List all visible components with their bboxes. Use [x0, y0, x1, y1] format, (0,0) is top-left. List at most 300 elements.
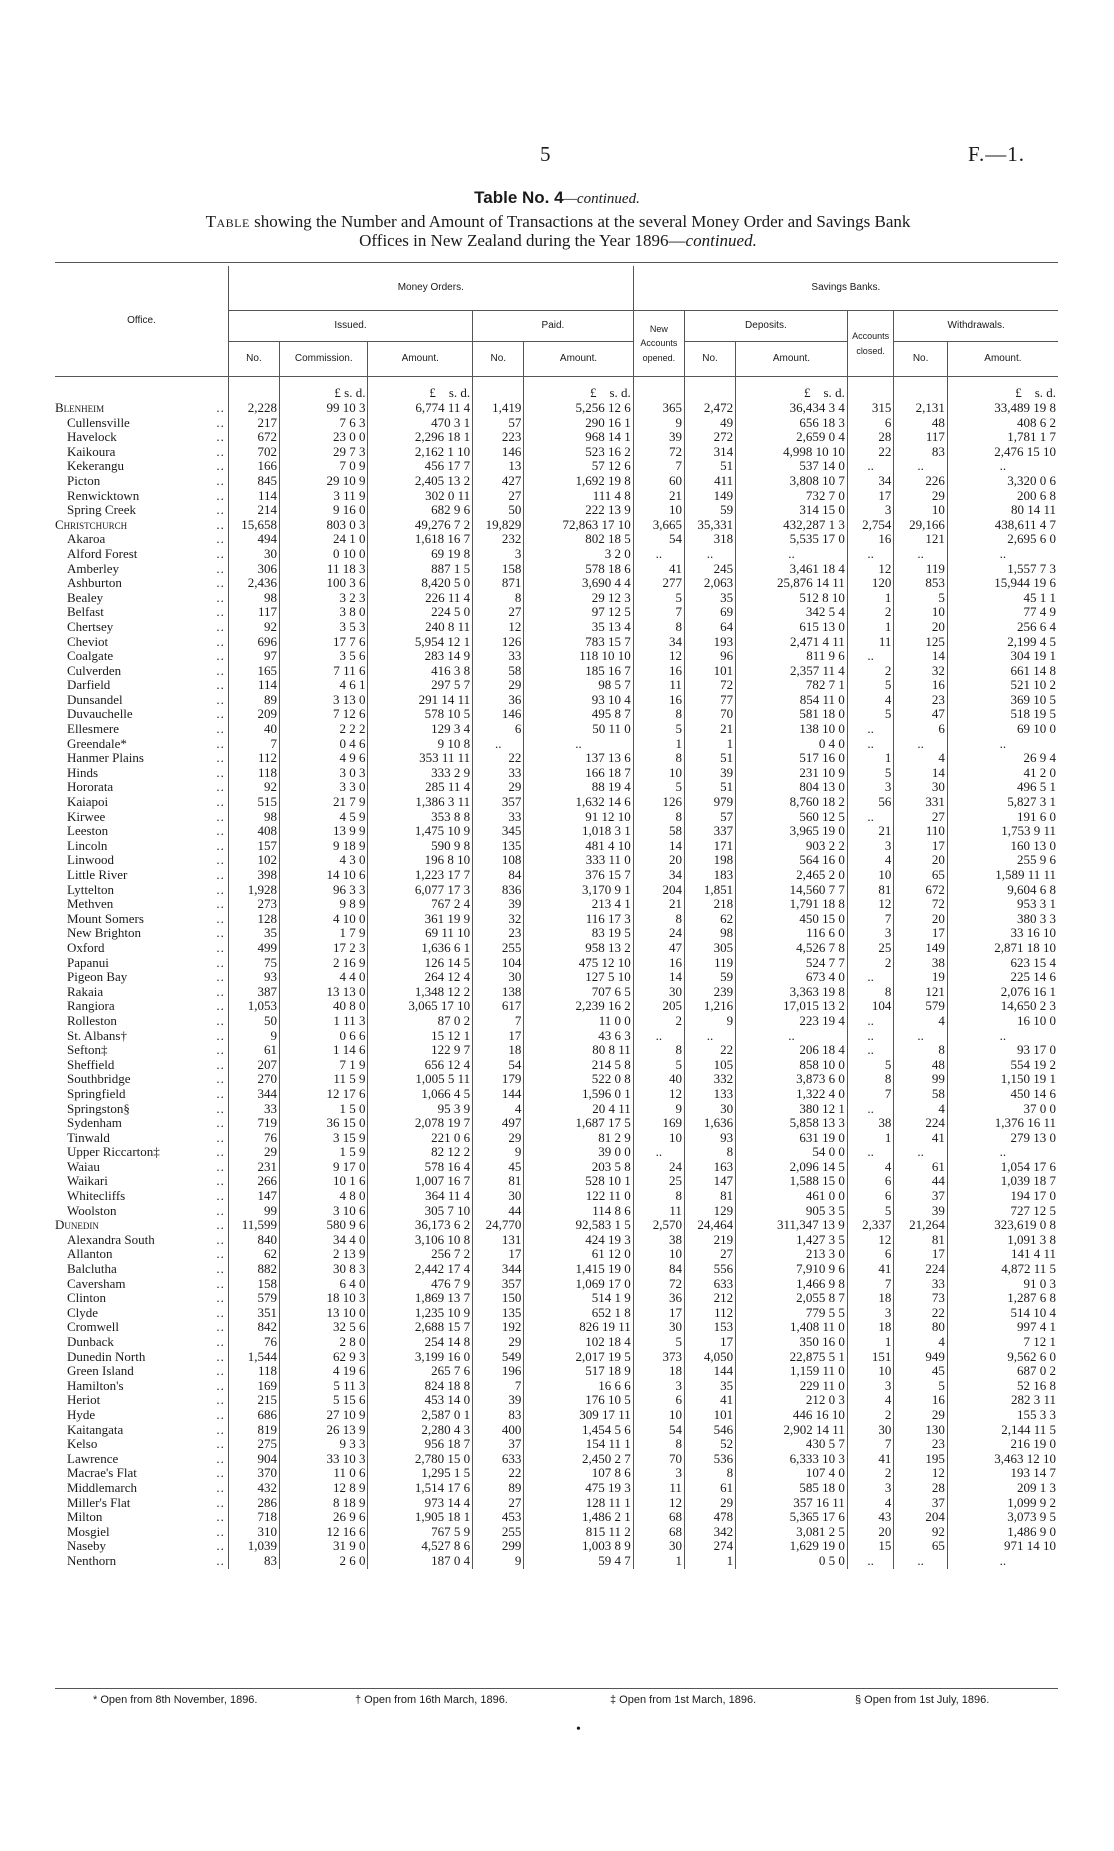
leader-dots: ..	[216, 1422, 225, 1437]
cell-pa: 309 17 11	[524, 1408, 633, 1423]
cell-pa: 3,170 9 1	[524, 883, 633, 898]
cell-p-no: 836	[473, 883, 524, 898]
office-name: Lawrence	[67, 1451, 119, 1466]
cell-p-no: 150	[473, 1291, 524, 1306]
cell-na: 10	[633, 1131, 684, 1146]
leader-dots: ..	[216, 430, 225, 445]
cell-w-no: 672	[894, 883, 948, 898]
cell-da: 2,465 2 0	[736, 868, 848, 883]
cell-c: 2 13 9	[280, 1247, 368, 1262]
cell-na: 3	[633, 1466, 684, 1481]
cell-wa: 216 19 0	[947, 1437, 1058, 1452]
cell-d-no: 245	[684, 562, 735, 577]
cell-p-no: 4	[473, 1102, 524, 1117]
cell-ia: 361 19 9	[368, 912, 473, 927]
cell-d-no: 332	[684, 1072, 735, 1087]
cell-ia: 973 14 4	[368, 1496, 473, 1511]
cell-na: 16	[633, 693, 684, 708]
cell-i-no: 118	[228, 766, 279, 781]
cell-ac: 25	[847, 941, 894, 956]
cell-c: 7 11 6	[280, 664, 368, 679]
office-name: Nenthorn	[67, 1553, 117, 1568]
leader-dots: ..	[216, 984, 225, 999]
cell-p-no: 232	[473, 532, 524, 547]
cell-d-no: 93	[684, 1131, 735, 1146]
leader-dots: ..	[216, 692, 225, 707]
cell-i-no: 719	[228, 1116, 279, 1131]
cell-na: 1	[633, 737, 684, 752]
cell-na: 10	[633, 1408, 684, 1423]
leader-dots: ..	[216, 401, 225, 415]
office-name: Akaroa	[67, 532, 106, 547]
cell-i-no: 310	[228, 1525, 279, 1540]
cell-d-no: 274	[684, 1539, 735, 1554]
cell-wa: 69 10 0	[947, 722, 1058, 737]
leader-dots: ..	[216, 751, 225, 766]
cell-p-no: 135	[473, 839, 524, 854]
leader-dots: ..	[216, 1072, 225, 1087]
cell-i-no: 432	[228, 1481, 279, 1496]
leader-dots: ..	[216, 1101, 225, 1116]
table-row	[55, 1539, 1058, 1554]
cell-d-no: 98	[684, 926, 735, 941]
cell-na: 1	[633, 1554, 684, 1569]
cell-da: 138 10 0	[736, 722, 848, 737]
cell-da: 2,659 0 4	[736, 430, 848, 445]
cell-d-no: 979	[684, 795, 735, 810]
cell-na: 25	[633, 1174, 684, 1189]
cell-p-no: 29	[473, 780, 524, 795]
cell-p-no: 549	[473, 1350, 524, 1365]
cell-ia: 1,475 10 9	[368, 824, 473, 839]
leader-dots: ..	[216, 1437, 225, 1452]
cell-da: 854 11 0	[736, 693, 848, 708]
cell-d-no: 51	[684, 780, 735, 795]
cell-p-no: 83	[473, 1408, 524, 1423]
cell-da: ..	[736, 547, 848, 562]
cell-da: 1,466 9 8	[736, 1277, 848, 1292]
cell-p-no: 427	[473, 474, 524, 489]
cell-wa: 9,604 6 8	[947, 883, 1058, 898]
cell-wa: 518 19 5	[947, 707, 1058, 722]
cell-c: 30 8 3	[280, 1262, 368, 1277]
table-row	[55, 547, 1058, 562]
cell-ac: 28	[847, 430, 894, 445]
cell-d-no: 8	[684, 1466, 735, 1481]
cell-wa: 1,054 17 6	[947, 1160, 1058, 1175]
cell-ac: 34	[847, 474, 894, 489]
cell-d-no: 9	[684, 1014, 735, 1029]
cell-w-no: 331	[894, 795, 948, 810]
cell-p-no: 18	[473, 1043, 524, 1058]
cell-wa: 193 14 7	[947, 1466, 1058, 1481]
office-name: Macrae's Flat	[67, 1466, 137, 1481]
cell-p-no: 13	[473, 459, 524, 474]
cell-c: 7 6 3	[280, 416, 368, 431]
cell-da: 5,858 13 3	[736, 1116, 848, 1131]
leader-dots: ..	[216, 1159, 225, 1174]
cell-pa: 1,069 17 0	[524, 1277, 633, 1292]
cell-c: 0 10 0	[280, 547, 368, 562]
cell-c: 0 4 6	[280, 737, 368, 752]
cell-wa: 93 17 0	[947, 1043, 1058, 1058]
table-row	[55, 1072, 1058, 1087]
cell-w-no: 5	[894, 1379, 948, 1394]
cell-w-no: 10	[894, 605, 948, 620]
table-row	[55, 897, 1058, 912]
cell-p-no: 29	[473, 678, 524, 693]
cell-ia: 767 2 4	[368, 897, 473, 912]
cell-c: 32 5 6	[280, 1320, 368, 1335]
cell-wa: 255 9 6	[947, 853, 1058, 868]
cell-w-no: 47	[894, 707, 948, 722]
cell-d-no: 119	[684, 956, 735, 971]
table-row	[55, 1510, 1058, 1525]
cell-ac: 4	[847, 853, 894, 868]
cell-w-no: ..	[894, 1029, 948, 1044]
cell-wa: 304 19 1	[947, 649, 1058, 664]
cell-da: 3,965 19 0	[736, 824, 848, 839]
cell-da: 107 4 0	[736, 1466, 848, 1481]
cell-ac: 10	[847, 868, 894, 883]
cell-ia: 1,386 3 11	[368, 795, 473, 810]
cell-i-no: 114	[228, 489, 279, 504]
cell-wa: 15,944 19 6	[947, 576, 1058, 591]
cell-ia: 3,199 16 0	[368, 1350, 473, 1365]
cell-ia: 453 14 0	[368, 1393, 473, 1408]
cell-ac: 3	[847, 503, 894, 518]
cell-w-no: 73	[894, 1291, 948, 1306]
cell-ac: 2	[847, 956, 894, 971]
cell-c: 36 15 0	[280, 1116, 368, 1131]
cell-c: 5 15 6	[280, 1393, 368, 1408]
cell-na: 54	[633, 1423, 684, 1438]
cell-pa: 213 4 1	[524, 897, 633, 912]
cell-wa: ..	[947, 1554, 1058, 1569]
cell-w-no: ..	[894, 1145, 948, 1160]
cell-c: 33 10 3	[280, 1452, 368, 1467]
cell-d-no: 51	[684, 751, 735, 766]
cell-na: 84	[633, 1262, 684, 1277]
cell-d-no: 536	[684, 1452, 735, 1467]
cell-i-no: 92	[228, 620, 279, 635]
cell-c: 9 16 0	[280, 503, 368, 518]
cell-p-no: 8	[473, 591, 524, 606]
cell-i-no: 114	[228, 678, 279, 693]
cell-ac: 3	[847, 1379, 894, 1394]
cell-d-no: 96	[684, 649, 735, 664]
cell-d-no: 49	[684, 416, 735, 431]
cell-ac: 1	[847, 751, 894, 766]
cell-w-no: 17	[894, 839, 948, 854]
cell-da: 537 14 0	[736, 459, 848, 474]
cell-i-no: 165	[228, 664, 279, 679]
office-name: Ashburton	[67, 576, 122, 591]
cell-p-no: 400	[473, 1423, 524, 1438]
cell-wa: 2,695 6 0	[947, 532, 1058, 547]
leader-dots: ..	[216, 576, 225, 591]
cell-p-no: 144	[473, 1087, 524, 1102]
cell-i-no: 118	[228, 1364, 279, 1379]
cell-w-no: 4	[894, 1014, 948, 1029]
cell-w-no: 38	[894, 956, 948, 971]
cell-pa: 495 8 7	[524, 707, 633, 722]
header-paid-amount: Amount.	[524, 342, 633, 377]
leader-dots: ..	[216, 1232, 225, 1247]
cell-wa: 225 14 6	[947, 970, 1058, 985]
office-name: Belfast	[67, 605, 104, 620]
office-name: Alford Forest	[67, 546, 138, 561]
leader-dots: ..	[216, 897, 225, 912]
cell-d-no: 24,464	[684, 1218, 735, 1233]
table-row	[55, 1291, 1058, 1306]
cell-ac: 18	[847, 1320, 894, 1335]
cell-w-no: 119	[894, 562, 948, 577]
cell-w-no: 37	[894, 1189, 948, 1204]
cell-na: 8	[633, 1189, 684, 1204]
cell-i-no: 157	[228, 839, 279, 854]
office-name: Upper Riccarton‡	[67, 1145, 160, 1160]
cell-da: 3,363 19 8	[736, 985, 848, 1000]
cell-na: 72	[633, 1277, 684, 1292]
cell-wa: 953 3 1	[947, 897, 1058, 912]
cell-i-no: 214	[228, 503, 279, 518]
cell-c: 26 9 6	[280, 1510, 368, 1525]
cell-wa: 1,039 18 7	[947, 1174, 1058, 1189]
cell-wa: 1,150 19 1	[947, 1072, 1058, 1087]
cell-ac: 41	[847, 1452, 894, 1467]
table-row	[55, 970, 1058, 985]
cell-pa: 72,863 17 10	[524, 518, 633, 533]
cell-p-no: 22	[473, 751, 524, 766]
cell-na: 12	[633, 1496, 684, 1511]
office-name: Heriot	[67, 1393, 101, 1408]
cell-ia: 2,162 1 10	[368, 445, 473, 460]
cell-wa: ..	[947, 1145, 1058, 1160]
cell-d-no: 193	[684, 635, 735, 650]
office-name: Mount Somers	[67, 911, 144, 926]
cell-wa: 77 4 9	[947, 605, 1058, 620]
leader-dots: ..	[216, 1378, 225, 1393]
cell-w-no: 4	[894, 1102, 948, 1117]
cell-i-no: 166	[228, 459, 279, 474]
footnote-dagger: † Open from 16th March, 1896.	[355, 1694, 508, 1706]
cell-i-no: 209	[228, 707, 279, 722]
cell-da: 804 13 0	[736, 780, 848, 795]
cell-da: 229 11 0	[736, 1379, 848, 1394]
cell-p-no: 27	[473, 1496, 524, 1511]
table-row	[55, 1160, 1058, 1175]
cell-i-no: 1,039	[228, 1539, 279, 1554]
cell-pa: 475 12 10	[524, 956, 633, 971]
cell-ac: ..	[847, 1014, 894, 1029]
office-name: Clyde	[67, 1305, 99, 1320]
cell-pa: 1,692 19 8	[524, 474, 633, 489]
cell-i-no: 112	[228, 751, 279, 766]
table-row	[55, 459, 1058, 474]
cell-da: 36,434 3 4	[736, 401, 848, 416]
cell-ia: 578 16 4	[368, 1160, 473, 1175]
cell-c: 34 4 0	[280, 1233, 368, 1248]
cell-ia: 1,223 17 7	[368, 868, 473, 883]
cell-da: 732 7 0	[736, 489, 848, 504]
leader-dots: ..	[216, 722, 225, 737]
leader-dots: ..	[216, 532, 225, 547]
cell-d-no: 1	[684, 737, 735, 752]
cell-pa: 376 15 7	[524, 868, 633, 883]
cell-ac: 8	[847, 985, 894, 1000]
table-row	[55, 1437, 1058, 1452]
cell-na: 3,665	[633, 518, 684, 533]
cell-na: 58	[633, 824, 684, 839]
header-withdrawals-amount: Amount.	[947, 342, 1058, 377]
leader-dots: ..	[216, 707, 225, 722]
cell-wa: ..	[947, 459, 1058, 474]
cell-i-no: 169	[228, 1379, 279, 1394]
office-name: Bealey	[67, 590, 104, 605]
cell-pa: 222 13 9	[524, 503, 633, 518]
cell-d-no: 546	[684, 1423, 735, 1438]
office-name: Springfield	[67, 1086, 126, 1101]
table-row	[55, 1379, 1058, 1394]
table-row	[55, 926, 1058, 941]
cell-c: 1 14 6	[280, 1043, 368, 1058]
cell-d-no: 305	[684, 941, 735, 956]
cell-da: 3,461 18 4	[736, 562, 848, 577]
cell-wa: 9,562 6 0	[947, 1350, 1058, 1365]
cell-ia: 470 3 1	[368, 416, 473, 431]
subtitle-line1: showing the Number and Amount of Transactions at the several Money Order and Savings Bank	[254, 212, 911, 231]
cell-p-no: 192	[473, 1320, 524, 1335]
table-row	[55, 1496, 1058, 1511]
cell-ac: 22	[847, 445, 894, 460]
cell-ia: 824 18 8	[368, 1379, 473, 1394]
cell-da: 116 6 0	[736, 926, 848, 941]
cell-i-no: 1,053	[228, 999, 279, 1014]
table-row	[55, 824, 1058, 839]
cell-wa: 369 10 5	[947, 693, 1058, 708]
cell-ia: 226 11 4	[368, 591, 473, 606]
cell-na: 277	[633, 576, 684, 591]
cell-p-no: 24,770	[473, 1218, 524, 1233]
subtitle-line2: Offices in New Zealand during the Year 1896—	[359, 231, 686, 250]
header-savings-banks: Savings Banks.	[633, 266, 1058, 311]
office-name: Southbridge	[67, 1072, 131, 1087]
cell-i-no: 266	[228, 1174, 279, 1189]
cell-c: 31 9 0	[280, 1539, 368, 1554]
office-name: Papanui	[67, 955, 109, 970]
cell-wa: ..	[947, 1029, 1058, 1044]
cell-d-no: 8	[684, 1145, 735, 1160]
header-deposits-no: No.	[684, 342, 735, 377]
cell-d-no: 105	[684, 1058, 735, 1073]
cell-ia: 264 12 4	[368, 970, 473, 985]
cell-p-no: 497	[473, 1116, 524, 1131]
cell-pa: 968 14 1	[524, 430, 633, 445]
cell-p-no: 9	[473, 1554, 524, 1569]
cell-i-no: 75	[228, 956, 279, 971]
office-name: Hamilton's	[67, 1378, 124, 1393]
cell-na: 5	[633, 1058, 684, 1073]
cell-pa: 2,239 16 2	[524, 999, 633, 1014]
cell-wa: 997 4 1	[947, 1320, 1058, 1335]
office-name: Rakaia	[67, 984, 104, 999]
office-name: Mosgiel	[67, 1524, 110, 1539]
cell-pa: 137 13 6	[524, 751, 633, 766]
office-name: Hororata	[67, 780, 114, 795]
table-row	[55, 1408, 1058, 1423]
office-name: Christchurch	[55, 517, 128, 532]
office-name: Duvauchelle	[67, 707, 133, 722]
office-name: Kaitangata	[67, 1422, 124, 1437]
table-row	[55, 664, 1058, 679]
cell-ia: 956 18 7	[368, 1437, 473, 1452]
cell-ac: 5	[847, 678, 894, 693]
cell-pa: 91 12 10	[524, 810, 633, 825]
cell-wa: 2,199 4 5	[947, 635, 1058, 650]
cell-na: 10	[633, 1247, 684, 1262]
cell-ac: ..	[847, 1029, 894, 1044]
cell-pa: 116 17 3	[524, 912, 633, 927]
office-name: Lincoln	[67, 838, 108, 853]
units-row	[55, 377, 1058, 402]
cell-p-no: 81	[473, 1174, 524, 1189]
cell-da: 25,876 14 11	[736, 576, 848, 591]
cell-pa: 1,596 0 1	[524, 1087, 633, 1102]
cell-w-no: 48	[894, 416, 948, 431]
cell-d-no: 52	[684, 1437, 735, 1452]
cell-w-no: 28	[894, 1481, 948, 1496]
table-row	[55, 416, 1058, 431]
cell-ia: 353 8 8	[368, 810, 473, 825]
cell-ia: 2,442 17 4	[368, 1262, 473, 1277]
leader-dots: ..	[216, 561, 225, 576]
office-name: Balclutha	[67, 1262, 117, 1277]
office-name: Sydenham	[67, 1116, 122, 1131]
cell-na: 20	[633, 853, 684, 868]
cell-pa: 88 19 4	[524, 780, 633, 795]
cell-i-no: 696	[228, 635, 279, 650]
leader-dots: ..	[216, 663, 225, 678]
cell-p-no: 29	[473, 1131, 524, 1146]
cell-d-no: ..	[684, 547, 735, 562]
cell-c: 18 10 3	[280, 1291, 368, 1306]
cell-i-no: 7	[228, 737, 279, 752]
cell-na: 5	[633, 591, 684, 606]
cell-na: 11	[633, 678, 684, 693]
cell-w-no: ..	[894, 459, 948, 474]
office-name: Clinton	[67, 1291, 107, 1306]
cell-wa: 408 6 2	[947, 416, 1058, 431]
cell-na: ..	[633, 547, 684, 562]
office-name: Cromwell	[67, 1320, 119, 1335]
office-name: Coalgate	[67, 649, 114, 664]
office-name: Sefton‡	[67, 1043, 108, 1058]
cell-w-no: 125	[894, 635, 948, 650]
cell-ia: 82 12 2	[368, 1145, 473, 1160]
cell-p-no: 19,829	[473, 518, 524, 533]
cell-da: 1,408 11 0	[736, 1320, 848, 1335]
cell-ia: 578 10 5	[368, 707, 473, 722]
cell-wa: 16 10 0	[947, 1014, 1058, 1029]
cell-pa: 128 11 1	[524, 1496, 633, 1511]
cell-ac: 7	[847, 1087, 894, 1102]
cell-d-no: 212	[684, 1291, 735, 1306]
cell-wa: 80 14 11	[947, 503, 1058, 518]
cell-c: 96 3 3	[280, 883, 368, 898]
cell-i-no: 147	[228, 1189, 279, 1204]
cell-ia: 221 0 6	[368, 1131, 473, 1146]
